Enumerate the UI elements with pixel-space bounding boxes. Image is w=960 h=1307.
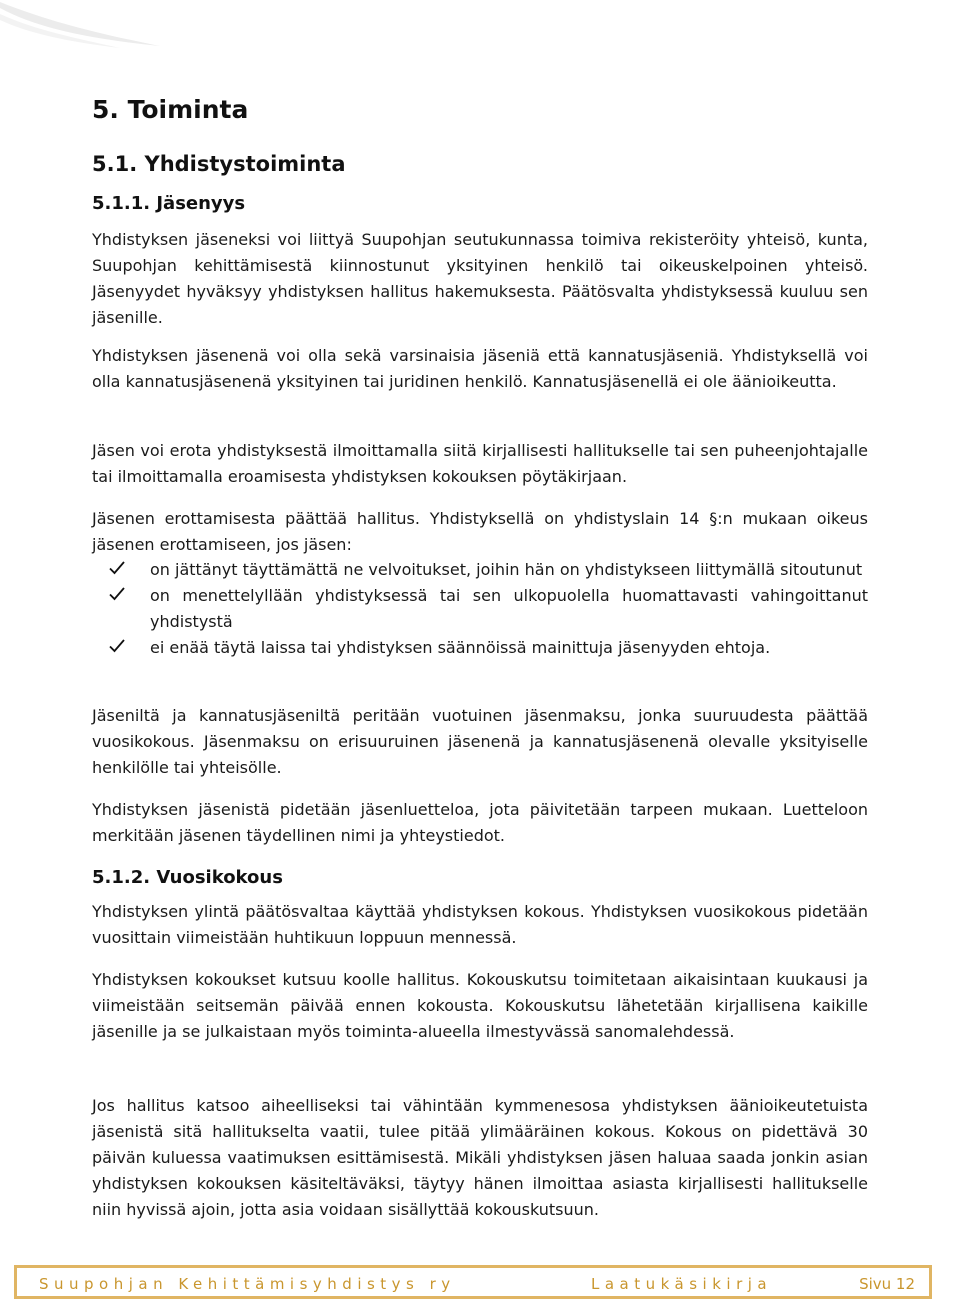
paragraph-annual-meeting: Yhdistyksen ylintä päätösvaltaa käyttää yhdistyksen kokous. Yhdistyksen vuosikokous pidetään vuosittain viimeistään huhtikuun loppuun mennessä. xyxy=(92,902,868,947)
footer-page-number: Sivu 12 xyxy=(859,1275,915,1293)
paragraph-member-register: Yhdistyksen jäsenistä pidetään jäsenluetteloa, jota päivitetään tarpeen mukaan. Luetteloon merkitään jäsenen täydellinen nimi ja yhteystiedot. xyxy=(92,800,868,845)
paragraph-extraordinary-meeting: Jos hallitus katsoo aiheelliseksi tai vähintään kymmenesosa yhdistyksen äänioikeutetuista jäsenistä sitä hallitukselta vaatii, tulee pitää ylimääräinen kokous. Kokous on pidettävä 30 päivän kuluessa vaatimuksen esittämisestä. Mikäli yhdistyksen jäsen haluaa saada jonkin asian yhdistyksen kokouksen käsiteltäväksi, täytyy hänen ilmoittaa asiasta kirjallisesti hallitukselle niin hyvissä ajoin, jotta asia voidaan sisällyttää kokouskutsuun. xyxy=(92,1096,868,1219)
expulsion-criteria-list xyxy=(92,557,868,661)
heading-toiminta: 5. Toiminta xyxy=(92,95,249,124)
check-icon xyxy=(108,585,126,603)
paragraph-resignation: Jäsen voi erota yhdistyksestä ilmoittamalla siitä kirjallisesti hallitukselle tai sen puheenjohtajalle tai ilmoittamalla eroamisesta yhdistyksen kokouksen pöytäkirjaan. xyxy=(92,441,868,486)
list-item xyxy=(92,635,868,661)
heading-jasenyys: 5.1.1. Jäsenyys xyxy=(92,193,246,214)
footer-document-title: Laatukäsikirja xyxy=(591,1275,773,1293)
paragraph-meeting-invitation: Yhdistyksen kokoukset kutsuu koolle hallitus. Kokouskutsu toimitetaan aikaisintaan kuukausi ja viimeistään seitsemän päivää ennen kokousta. Kokouskutsu lähetetään kirjallisena kaikille jäsenille ja se julkaistaan myös toiminta-alueella ilmestyvässä sanomalehdessä. xyxy=(92,970,868,1041)
paragraph-membership-eligibility: Yhdistyksen jäseneksi voi liittyä Suupohjan seutukunnassa toimiva rekisteröity yhteisö, kunta, Suupohjan kehittämisestä kiinnostunut yksityinen henkilö tai oikeuskelpoinen yhteisö. Jäsenyydet hyväksyy yhdistyksen hallitus hakemuksesta. Päätösvalta yhdistyksessä kuuluu sen jäsenille. xyxy=(92,230,868,327)
corner-decoration xyxy=(0,0,180,60)
list-item-text: on jättänyt täyttämättä ne velvoitukset, joihin hän on yhdistykseen liittymällä sitoutunut xyxy=(150,560,863,579)
list-item xyxy=(92,583,868,635)
footer-organization: Suupohjan Kehittämisyhdistys ry xyxy=(39,1275,456,1293)
check-icon xyxy=(108,637,126,655)
paragraph-member-types: Yhdistyksen jäsenenä voi olla sekä varsinaisia jäseniä että kannatusjäseniä. Yhdistyksellä voi olla kannatusjäsenenä yksityinen tai juridinen henkilö. Kannatusjäsenellä ei ole äänioikeutta. xyxy=(92,346,868,391)
heading-vuosikokous: 5.1.2. Vuosikokous xyxy=(92,867,283,888)
heading-yhdistystoiminta: 5.1. Yhdistystoiminta xyxy=(92,152,346,176)
list-item-text: ei enää täytä laissa tai yhdistyksen säännöissä mainittuja jäsenyyden ehtoja. xyxy=(150,638,771,657)
list-item-text: on menettelyllään yhdistyksessä tai sen ulkopuolella huomattavasti vahingoittanut yhdistystä xyxy=(150,586,868,631)
list-item xyxy=(92,557,868,583)
page-footer xyxy=(14,1265,932,1299)
paragraph-membership-fee: Jäseniltä ja kannatusjäseniltä peritään vuotuinen jäsenmaksu, jonka suuruudesta päättää vuosikokous. Jäsenmaksu on erisuuruinen jäsenenä ja kannatusjäsenenä olevalle yksityiselle henkilölle tai yhteisölle. xyxy=(92,706,868,777)
check-icon xyxy=(108,559,126,577)
paragraph-expulsion: Jäsenen erottamisesta päättää hallitus. Yhdistyksellä on yhdistyslain 14 §:n mukaan oikeus jäsenen erottamiseen, jos jäsen: xyxy=(92,509,868,554)
